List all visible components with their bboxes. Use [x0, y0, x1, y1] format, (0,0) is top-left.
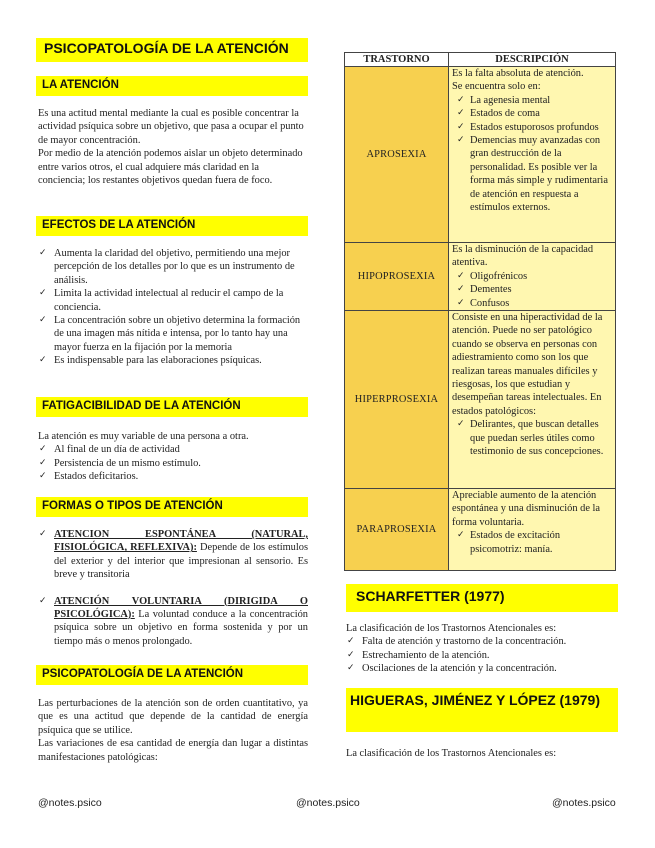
- formas-description: Depende de los estímulos del exterior y del interior que impresionan al sensorio. Es breve y transitoria: [54, 542, 308, 581]
- description-line: Apreciable aumento de la atención espontánea y una disminución de la forma voluntaria.: [452, 490, 601, 528]
- list-item: ✓ Persistencia de un mismo estímulo.: [38, 457, 308, 470]
- list-item: ✓ Falta de atención y trastorno de la concentración.: [346, 635, 618, 648]
- description-list: [452, 529, 612, 556]
- column-header-descripcion: DESCRIPCIÓN: [449, 53, 616, 67]
- description-line: Se encuentra solo en:: [452, 81, 541, 93]
- formas-description: La voluntad conduce a la concentración psíquica sobre un objetivo en forma sostenida y por un tiempo más o menos prolongado.: [54, 609, 308, 647]
- list-item: ✓ Aumenta la claridad del objetivo, permitiendo una mejor percepción de los detalles por lo que es un instrumento de análisis.: [38, 247, 308, 287]
- trastorno-description: [449, 311, 616, 489]
- scharfetter-intro: La clasificación de los Trastornos Atencionales es:: [346, 623, 557, 634]
- list-item: ✓ La concentración sobre un objetivo determina la formación de una imagen más nítida e intensa, por lo tanto hay una mayor fuerza en la fijación por la memoria: [38, 314, 308, 354]
- list-item: ✓ Estados de coma: [456, 107, 612, 120]
- trastorno-name: HIPERPROSEXIA: [345, 311, 449, 489]
- table-row: [345, 67, 616, 243]
- page-title: PSICOPATOLOGÍA DE LA ATENCIÓN: [36, 38, 308, 62]
- higueras-block: [346, 747, 618, 760]
- list-item: [38, 528, 308, 582]
- list-item: ✓ Delirantes, que buscan detalles que puedan serles útiles como testimonio de sus concepciones.: [456, 418, 612, 458]
- trastorno-name: PARAPROSEXIA: [345, 489, 449, 571]
- section-heading-atencion: LA ATENCIÓN: [36, 76, 308, 96]
- efectos-list: [38, 247, 308, 368]
- psicopatologia-paragraph-1: Las perturbaciones de la atención son de orden cuantitativo, ya que es una actitud que depende de la cantidad de energía psíquica que se utilice.: [38, 698, 308, 736]
- table-row: [345, 243, 616, 311]
- list-item: ✓ Estados estuporosos profundos: [456, 121, 612, 134]
- higueras-intro: La clasificación de los Trastornos Atencionales es:: [346, 748, 557, 759]
- section-heading-efectos: EFECTOS DE LA ATENCIÓN: [36, 216, 308, 236]
- atencion-paragraph-1: Es una actitud mental mediante la cual es posible concentrar la actividad psíquica sobre un objetivo, que pasa a ocupar el punto de mayor concentración.: [38, 108, 304, 146]
- table-header-row: [345, 53, 616, 67]
- list-item: ✓ Dementes: [456, 283, 612, 296]
- description-line: Es la disminución de la capacidad atentiva.: [452, 244, 594, 269]
- list-item: ✓ Confusos: [456, 297, 612, 310]
- psicopatologia-paragraph-2: Las variaciones de esa cantidad de energía dan lugar a distintas manifestaciones patológicas:: [38, 738, 308, 763]
- column-header-trastorno: TRASTORNO: [345, 53, 449, 67]
- trastornos-table: [344, 52, 616, 571]
- list-item: ✓ Es indispensable para las elaboraciones psíquicas.: [38, 354, 308, 367]
- formas-block: [38, 528, 308, 648]
- fatigabilidad-intro: La atención es muy variable de una persona a otra.: [38, 431, 249, 442]
- section-heading-psicopatologia: PSICOPATOLOGÍA DE LA ATENCIÓN: [36, 665, 308, 685]
- formas-term: ATENCIÓN VOLUNTARIA (DIRIGIDA O PSICOLÓGICA):: [54, 595, 308, 621]
- trastorno-description: [449, 243, 616, 311]
- trastorno-name: HIPOPROSEXIA: [345, 243, 449, 311]
- description-list: [452, 270, 612, 310]
- scharfetter-list: [346, 635, 618, 675]
- list-item: ✓ Oligofrénicos: [456, 270, 612, 283]
- section-heading-scharfetter: SCHARFETTER (1977): [346, 584, 618, 612]
- scharfetter-block: [346, 622, 618, 676]
- list-item: ✓ Estados deficitarios.: [38, 470, 308, 483]
- description-line: Consiste en una hiperactividad de la atención. Puede no ser patológico cuando se observa en personas con adiestramiento como son los que realizan tareas manuales difíciles y riesgosas, los que estudian y desempeñan tareas intelectuales. En estados patológicos:: [452, 312, 603, 417]
- description-list: [452, 94, 612, 215]
- list-item: ✓ Limita la actividad intelectual al reducir el campo de la conciencia.: [38, 287, 308, 314]
- list-item: ✓ Estrechamiento de la atención.: [346, 649, 618, 662]
- list-item: [38, 595, 308, 649]
- section-heading-formas: FORMAS O TIPOS DE ATENCIÓN: [36, 497, 308, 517]
- description-line: Es la falta absoluta de atención.: [452, 68, 584, 79]
- footer-left: @notes.psico: [38, 797, 102, 809]
- table-row: [345, 489, 616, 571]
- footer-right: @notes.psico: [552, 797, 616, 809]
- efectos-list-block: [38, 247, 308, 368]
- list-item: ✓ Al final de un día de actividad: [38, 443, 308, 456]
- footer-center: @notes.psico: [296, 797, 360, 809]
- list-item: ✓ La agenesia mental: [456, 94, 612, 107]
- section-heading-higueras: HIGUERAS, JIMÉNEZ Y LÓPEZ (1979): [346, 688, 618, 732]
- trastorno-description: [449, 67, 616, 243]
- fatigabilidad-list: [38, 443, 308, 483]
- list-item: ✓ Oscilaciones de la atención y la concentración.: [346, 662, 618, 675]
- list-item: ✓ Demencias muy avanzadas con gran destrucción de la personalidad. Es posible ver la forma más simple y rudimentaria de atención en respuesta a estímulos externos.: [456, 134, 612, 214]
- description-list: [452, 418, 612, 458]
- formas-list: [38, 528, 308, 648]
- fatigabilidad-block: [38, 430, 308, 484]
- trastorno-name: APROSEXIA: [345, 67, 449, 243]
- list-item: ✓ Estados de excitación psicomotriz: manía.: [456, 529, 612, 556]
- atencion-text: [38, 107, 308, 187]
- formas-term: ATENCION ESPONTÁNEA (NATURAL, FISIOLÓGICA, REFLEXIVA):: [54, 529, 308, 554]
- section-heading-fatigabilidad: FATIGACIBILIDAD DE LA ATENCIÓN: [36, 397, 308, 417]
- psicopatologia-text: [38, 697, 308, 764]
- trastorno-description: [449, 489, 616, 571]
- table-row: [345, 311, 616, 489]
- atencion-paragraph-2: Por medio de la atención podemos aislar un objeto determinado entre varios otros, el cual adquiere más claridad en la conciencia; los restantes objetivos quedan fuera de foco.: [38, 148, 303, 187]
